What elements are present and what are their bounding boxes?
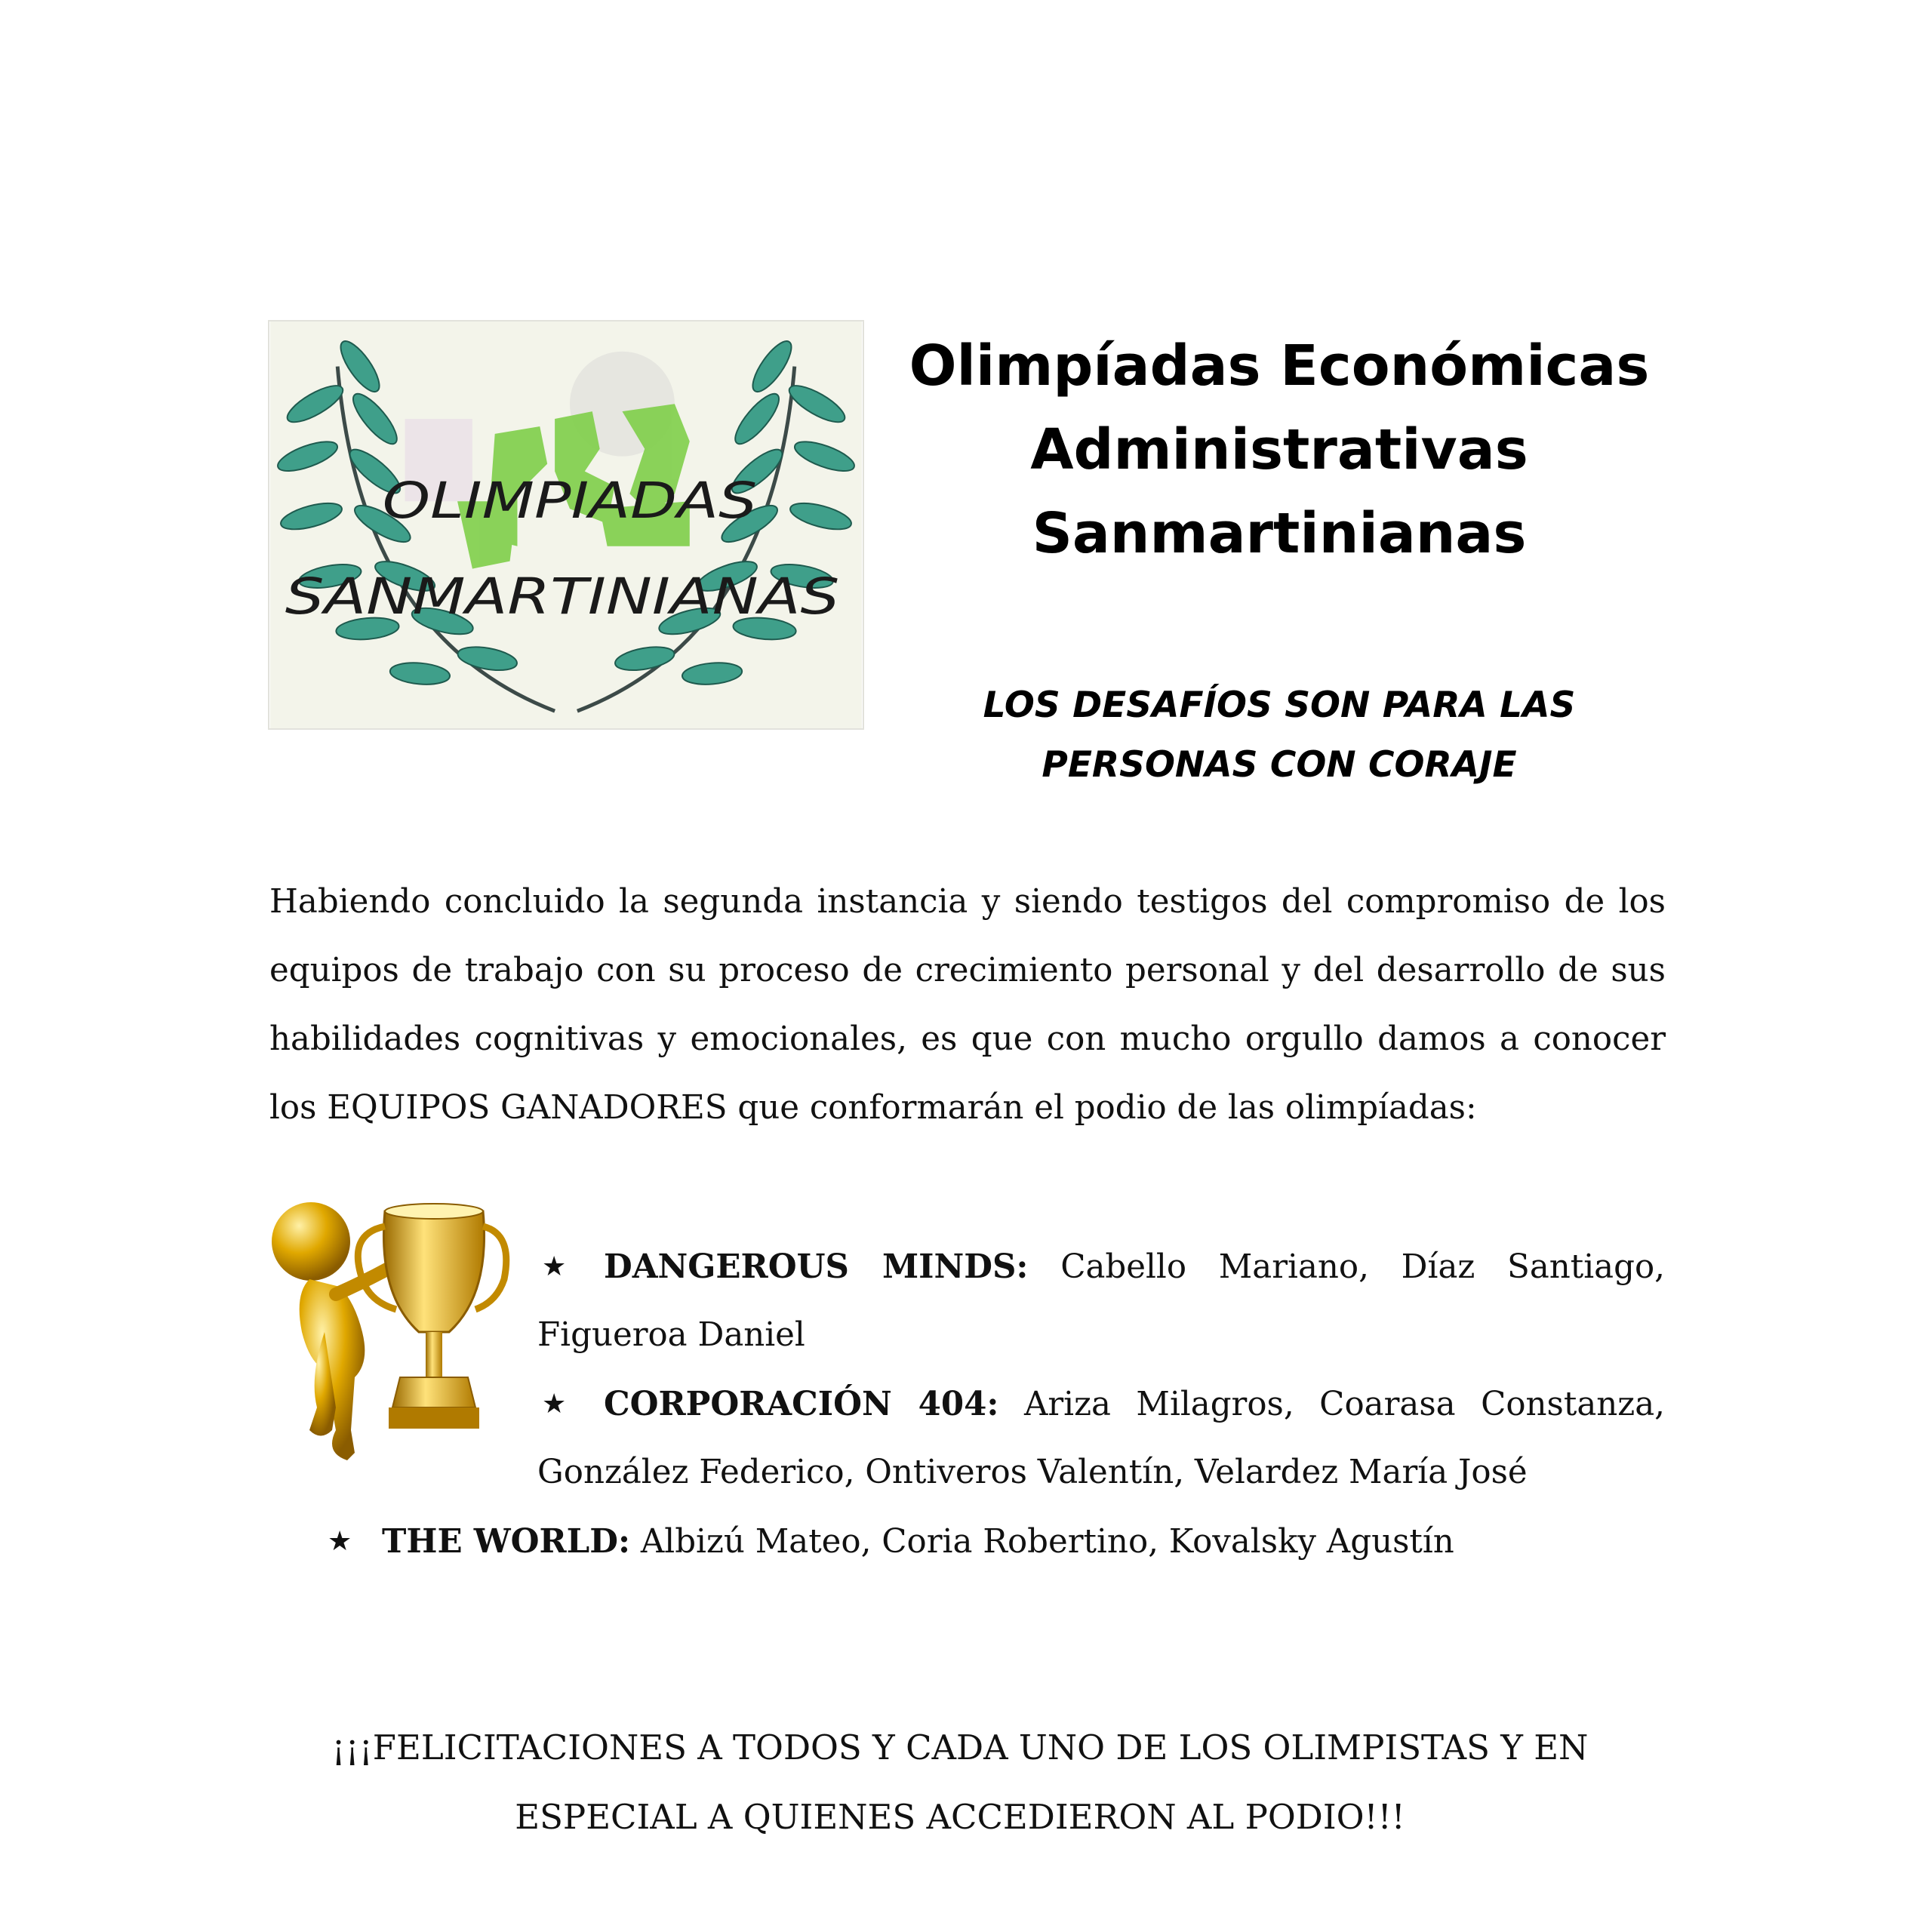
intro-line: Habiendo concluido la segunda instancia y siendo testigos del compromiso de los [269,883,1666,921]
intro-paragraph [269,868,1666,1143]
olimpiadas-logo [268,320,864,730]
team-members: González Federico, Ontiveros Valentín, Velardez María José [537,1454,1528,1491]
winner-row-1 [604,1244,1665,1290]
winner-row-2-cont [537,1450,1528,1495]
motto-line: PERSONAS CON CORAJE [1042,744,1517,786]
team-members: Cabello Mariano, Díaz Santiago, [1028,1248,1665,1286]
intro-line: habilidades cognitivas y emocionales, es que con mucho orgullo damos a conocer [269,1020,1666,1058]
closing-line: ESPECIAL A QUIENES ACCEDIERON AL PODIO!!! [515,1797,1405,1837]
star-bullet-icon: ★ [542,1389,567,1420]
winner-row-1-cont [537,1312,805,1358]
title-line: Olimpíadas Económicas [909,334,1650,398]
closing-message [226,1713,1694,1852]
star-bullet-icon: ★ [328,1526,352,1557]
winner-row-2 [604,1382,1665,1427]
winner-row-3 [382,1519,1454,1564]
logo-text-line1: OLIMPIADAS [382,472,758,531]
intro-line: equipos de trabajo con su proceso de crecimiento personal y del desarrollo de sus [269,952,1666,989]
team-members: Albizú Mateo, Coria Robertino, Kovalsky Agustín [630,1523,1454,1561]
trophy-illustration [264,1181,513,1475]
team-members: Ariza Milagros, Coarasa Constanza, [998,1386,1665,1423]
logo-text-line2: SANMARTINIANAS [285,568,840,626]
intro-line: los EQUIPOS GANADORES que conformarán el podio de las olimpíadas: [269,1089,1477,1127]
page-title [883,325,1675,576]
team-members: Figueroa Daniel [537,1316,805,1354]
star-bullet-icon: ★ [542,1251,567,1282]
team-name: CORPORACIÓN 404: [604,1385,999,1423]
title-line: Administrativas [1030,417,1528,482]
team-name: THE WORLD: [382,1522,631,1561]
title-line: Sanmartinianas [1032,501,1527,566]
motto-line: LOS DESAFÍOS SON PARA LAS [983,685,1576,726]
closing-line: ¡¡¡FELICITACIONES A TODOS Y CADA UNO DE LOS OLIMPISTAS Y EN [331,1727,1589,1767]
motto [883,675,1675,795]
team-name: DANGEROUS MINDS: [604,1247,1029,1286]
